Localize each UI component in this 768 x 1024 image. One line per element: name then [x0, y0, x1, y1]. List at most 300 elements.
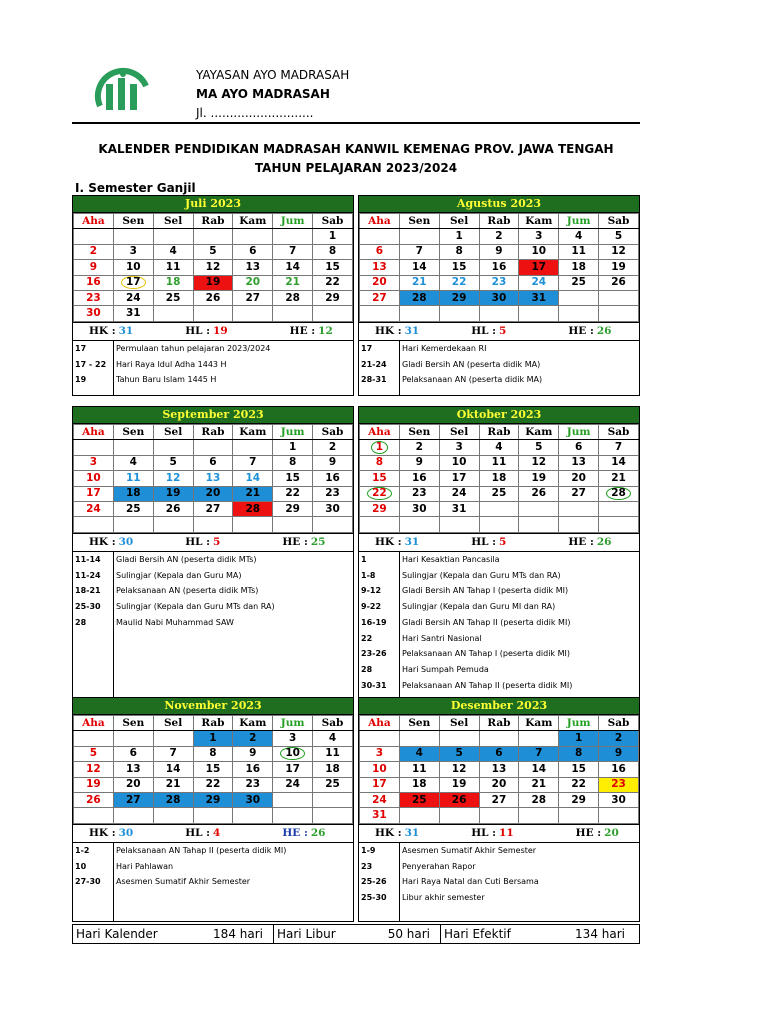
calendar-day — [559, 517, 599, 532]
day-name-header: Rab — [193, 716, 233, 731]
calendar-day — [313, 792, 353, 807]
calendar-day: 3 — [113, 244, 153, 259]
calendar-day — [360, 229, 400, 244]
calendar-day — [599, 306, 639, 321]
event-row — [73, 356, 353, 372]
calendar-day — [599, 501, 639, 516]
summary-label: HK : — [375, 325, 402, 338]
calendar-day: 15 — [273, 471, 313, 486]
calendar-day: 12 — [519, 455, 559, 470]
event-text: Asesmen Sumatif Akhir Semester — [116, 877, 251, 887]
calendar-day: 21 — [599, 471, 639, 486]
summary-hl — [185, 325, 227, 337]
event-row — [359, 567, 639, 583]
event-text: Asesmen Sumatif Akhir Semester — [402, 846, 537, 856]
calendar-day: 1 — [559, 731, 599, 746]
summary-hk — [375, 827, 419, 839]
summary-value: 20 — [604, 827, 619, 840]
calendar-day: 28 — [273, 290, 313, 305]
calendar-day: 29 — [313, 290, 353, 305]
summary-label: HE : — [568, 325, 594, 338]
events-divider — [399, 341, 400, 395]
summary-value: 30 — [118, 827, 134, 840]
calendar-day: 16 — [599, 762, 639, 777]
day-name-header: Aha — [360, 214, 400, 229]
calendar-day: 16 — [233, 762, 273, 777]
event-date: 28 — [75, 617, 87, 627]
event-date: 17 - 22 — [75, 359, 107, 369]
calendar-day: 13 — [233, 260, 273, 275]
event-text: Sulingjar (Kepala dan Guru MTs dan RA) — [116, 602, 275, 612]
summary-label: HL : — [185, 325, 211, 338]
calendar-day — [113, 440, 153, 455]
total-calendar-label: Hari Kalender — [76, 927, 158, 941]
calendar-day: 27 — [479, 792, 519, 807]
calendar-day: 19 — [519, 471, 559, 486]
summary-he — [576, 827, 619, 839]
summary-value: 12 — [318, 325, 333, 338]
calendar-day — [599, 517, 639, 532]
calendar-day — [113, 275, 153, 290]
calendar-day: 16 — [74, 275, 114, 290]
calendar-day — [519, 808, 559, 823]
calendar-day: 4 — [399, 746, 439, 761]
summary-hl — [471, 536, 506, 548]
day-name-header: Rab — [479, 425, 519, 440]
calendar-day: 10 — [439, 455, 479, 470]
events-divider — [399, 552, 400, 699]
calendar-day: 6 — [113, 746, 153, 761]
calendar-day: 7 — [273, 244, 313, 259]
event-date: 1 — [361, 555, 367, 565]
calendar-day: 13 — [559, 455, 599, 470]
event-text: Permulaan tahun pelajaran 2023/2024 — [116, 344, 271, 354]
calendar-day: 10 — [519, 244, 559, 259]
event-date: 22 — [361, 633, 373, 643]
calendar-day: 18 — [113, 486, 153, 501]
calendar-day: 17 — [273, 762, 313, 777]
summary-value: 26 — [596, 536, 612, 549]
total-holiday-label: Hari Libur — [277, 927, 336, 941]
highlighted-date: 10 — [280, 747, 305, 760]
calendar-day — [479, 501, 519, 516]
summary-label: HK : — [89, 325, 116, 338]
calendar-day — [74, 808, 114, 823]
summary-label: HK : — [89, 536, 116, 549]
calendar-day — [360, 486, 400, 501]
event-text: Hari Pahlawan — [116, 861, 174, 871]
calendar-day: 29 — [360, 501, 400, 516]
calendar-day: 14 — [153, 762, 193, 777]
event-date: 17 — [75, 344, 87, 354]
month-summary — [359, 533, 639, 552]
event-text: Hari Raya Natal dan Cuti Bersama — [402, 877, 539, 887]
calendar-day — [113, 517, 153, 532]
day-name-header: Sen — [113, 716, 153, 731]
calendar-day — [153, 306, 193, 321]
event-date: 9-22 — [361, 602, 382, 612]
event-row — [359, 630, 639, 646]
calendar-day: 23 — [399, 486, 439, 501]
day-name-header: Sen — [399, 716, 439, 731]
event-text: Tahun Baru Islam 1445 H — [116, 375, 217, 385]
calendar-day: 17 — [360, 777, 400, 792]
calendar-day: 19 — [193, 275, 233, 290]
month-events — [73, 552, 353, 699]
calendar-day — [599, 290, 639, 305]
event-row — [359, 552, 639, 568]
calendar-day: 20 — [360, 275, 400, 290]
event-row — [359, 372, 639, 388]
calendar-day — [233, 306, 273, 321]
calendar-day: 9 — [74, 260, 114, 275]
calendar-day: 21 — [153, 777, 193, 792]
calendar-day — [313, 808, 353, 823]
calendar-day: 18 — [559, 260, 599, 275]
calendar-day: 21 — [273, 275, 313, 290]
calendar-day: 19 — [153, 486, 193, 501]
event-date: 25-26 — [361, 877, 387, 887]
event-date: 9-12 — [361, 586, 382, 596]
month-summary — [73, 824, 353, 843]
calendar-day: 6 — [360, 244, 400, 259]
calendar-day: 16 — [313, 471, 353, 486]
event-date: 28-31 — [361, 375, 387, 385]
calendar-day: 24 — [74, 501, 114, 516]
calendar-day: 6 — [479, 746, 519, 761]
day-name-header: Jum — [559, 716, 599, 731]
calendar-day: 20 — [233, 275, 273, 290]
event-text: Pelaksanaan AN (peserta didik MA) — [402, 375, 543, 385]
calendar-day: 19 — [599, 260, 639, 275]
calendar-day — [313, 306, 353, 321]
calendar-day: 29 — [559, 792, 599, 807]
event-text: Hari Kesaktian Pancasila — [402, 555, 500, 565]
day-name-header: Kam — [233, 214, 273, 229]
calendar-day: 17 — [74, 486, 114, 501]
calendar-day: 12 — [74, 762, 114, 777]
calendar-day: 31 — [360, 808, 400, 823]
calendar-day — [233, 229, 273, 244]
calendar-day — [153, 229, 193, 244]
event-date: 17 — [361, 344, 373, 354]
calendar-day: 13 — [360, 260, 400, 275]
calendar-day — [74, 229, 114, 244]
event-date: 11-24 — [75, 570, 101, 580]
calendar-day: 20 — [193, 486, 233, 501]
calendar-day: 3 — [360, 746, 400, 761]
event-text: Hari Raya Idul Adha 1443 H — [116, 359, 227, 369]
calendar-day — [273, 517, 313, 532]
calendar-day: 7 — [153, 746, 193, 761]
summary-hk — [375, 325, 419, 337]
calendar-day: 20 — [479, 777, 519, 792]
event-row — [73, 341, 353, 357]
day-name-header: Sen — [399, 214, 439, 229]
summary-label: HE : — [282, 536, 308, 549]
events-divider — [113, 843, 114, 921]
month-calendar — [359, 715, 639, 824]
highlighted-date: 22 — [367, 487, 392, 500]
calendar-day: 12 — [193, 260, 233, 275]
summary-label: HK : — [375, 827, 402, 840]
calendar-day: 13 — [479, 762, 519, 777]
calendar-day: 23 — [479, 275, 519, 290]
calendar-day: 31 — [519, 290, 559, 305]
calendar-day — [360, 731, 400, 746]
calendar-day — [439, 731, 479, 746]
calendar-day: 13 — [113, 762, 153, 777]
month-events — [359, 843, 639, 921]
calendar-day — [360, 306, 400, 321]
summary-value: 5 — [213, 536, 221, 549]
calendar-day: 23 — [313, 486, 353, 501]
calendar-day: 7 — [399, 244, 439, 259]
calendar-day — [360, 440, 400, 455]
summary-label: HL : — [185, 536, 211, 549]
month-title: September 2023 — [73, 407, 353, 424]
summary-label: HL : — [185, 827, 211, 840]
day-name-header: Jum — [273, 716, 313, 731]
event-row — [73, 874, 353, 890]
page-title: KALENDER PENDIDIKAN MADRASAH KANWIL KEMENAG PROV. JAWA TENGAH — [98, 142, 614, 156]
event-text: Libur akhir semester — [402, 893, 485, 903]
calendar-day — [193, 440, 233, 455]
month-events — [73, 843, 353, 921]
calendar-day: 30 — [233, 792, 273, 807]
summary-hl — [471, 827, 513, 839]
event-text: Pelaksanaan AN Tahap II (peserta didik MI) — [116, 846, 287, 856]
calendar-day: 5 — [519, 440, 559, 455]
calendar-day — [233, 440, 273, 455]
calendar-day — [439, 306, 479, 321]
calendar-day: 22 — [439, 275, 479, 290]
summary-hl — [185, 536, 220, 548]
totals-bar — [72, 924, 640, 944]
total-calendar-value: 184 hari — [213, 927, 263, 941]
calendar-day: 9 — [399, 455, 439, 470]
day-name-header: Sel — [153, 425, 193, 440]
madrasah-logo-icon — [92, 66, 154, 118]
calendar-day: 16 — [399, 471, 439, 486]
calendar-day — [113, 731, 153, 746]
summary-value: 25 — [310, 536, 326, 549]
month-calendar — [73, 213, 353, 322]
month-title: Agustus 2023 — [359, 196, 639, 213]
calendar-day: 24 — [360, 792, 400, 807]
calendar-day — [519, 306, 559, 321]
calendar-day — [74, 731, 114, 746]
calendar-day: 22 — [313, 275, 353, 290]
calendar-day — [193, 306, 233, 321]
summary-hk — [89, 827, 133, 839]
event-row — [73, 552, 353, 568]
day-name-header: Aha — [360, 425, 400, 440]
day-name-header: Sab — [313, 425, 353, 440]
calendar-day: 11 — [153, 260, 193, 275]
month-panel — [72, 195, 354, 396]
calendar-day: 18 — [479, 471, 519, 486]
calendar-day: 4 — [313, 731, 353, 746]
day-name-header: Aha — [74, 214, 114, 229]
total-effective-label: Hari Efektif — [444, 927, 511, 941]
calendar-day: 6 — [193, 455, 233, 470]
month-title: November 2023 — [73, 698, 353, 715]
calendar-day: 25 — [559, 275, 599, 290]
event-text: Sulingjar (Kepala dan Guru MTs dan RA) — [402, 570, 561, 580]
calendar-day: 11 — [313, 746, 353, 761]
summary-value: 19 — [213, 325, 228, 338]
calendar-day: 24 — [439, 486, 479, 501]
day-name-header: Kam — [233, 425, 273, 440]
event-date: 23-26 — [361, 649, 387, 659]
event-date: 1-9 — [361, 846, 376, 856]
calendar-day — [360, 517, 400, 532]
day-name-header: Kam — [519, 425, 559, 440]
calendar-day — [399, 808, 439, 823]
header-divider — [72, 122, 640, 124]
calendar-day: 7 — [233, 455, 273, 470]
calendar-day: 6 — [559, 440, 599, 455]
calendar-day: 5 — [439, 746, 479, 761]
calendar-day — [273, 306, 313, 321]
calendar-day — [439, 517, 479, 532]
event-row — [359, 341, 639, 357]
calendar-day: 3 — [519, 229, 559, 244]
summary-value: 31 — [404, 325, 420, 338]
day-name-header: Sel — [153, 214, 193, 229]
event-row — [73, 614, 353, 630]
calendar-day: 18 — [153, 275, 193, 290]
calendar-day — [559, 290, 599, 305]
day-name-header: Sel — [439, 716, 479, 731]
calendar-day: 12 — [439, 762, 479, 777]
calendar-day: 15 — [360, 471, 400, 486]
day-name-header: Jum — [273, 214, 313, 229]
calendar-day: 2 — [233, 731, 273, 746]
summary-value: 11 — [499, 827, 514, 840]
calendar-day — [74, 440, 114, 455]
calendar-day: 4 — [559, 229, 599, 244]
calendar-day — [74, 517, 114, 532]
calendar-day: 11 — [113, 471, 153, 486]
month-panel — [72, 697, 354, 922]
event-text: Pelaksanaan AN Tahap II (peserta didik MI) — [402, 680, 573, 690]
calendar-day: 9 — [313, 455, 353, 470]
event-text: Sulingjar (Kepala dan Guru MI dan RA) — [402, 602, 556, 612]
summary-label: HK : — [375, 536, 402, 549]
event-date: 28 — [361, 664, 373, 674]
calendar-day: 25 — [313, 777, 353, 792]
event-row — [73, 599, 353, 615]
event-date: 18-21 — [75, 586, 101, 596]
calendar-day: 15 — [313, 260, 353, 275]
calendar-day: 29 — [193, 792, 233, 807]
month-summary — [359, 824, 639, 843]
month-calendar — [359, 424, 639, 533]
calendar-day: 17 — [439, 471, 479, 486]
month-calendar — [73, 715, 353, 824]
day-name-header: Kam — [233, 716, 273, 731]
calendar-day: 15 — [193, 762, 233, 777]
calendar-day: 25 — [479, 486, 519, 501]
event-row — [359, 874, 639, 890]
calendar-day — [113, 229, 153, 244]
calendar-day: 4 — [113, 455, 153, 470]
event-text: Gladi Bersih AN (peserta didik MA) — [402, 359, 541, 369]
summary-value: 31 — [404, 827, 420, 840]
calendar-day: 26 — [439, 792, 479, 807]
day-name-header: Sen — [113, 425, 153, 440]
event-row — [359, 843, 639, 859]
calendar-day: 29 — [439, 290, 479, 305]
calendar-day: 1 — [193, 731, 233, 746]
event-row — [359, 583, 639, 599]
day-name-header: Sab — [313, 716, 353, 731]
calendar-day: 21 — [233, 486, 273, 501]
event-row — [359, 646, 639, 662]
day-name-header: Aha — [74, 716, 114, 731]
calendar-day — [599, 808, 639, 823]
calendar-day — [439, 808, 479, 823]
summary-value: 4 — [213, 827, 221, 840]
calendar-day: 19 — [74, 777, 114, 792]
calendar-day: 4 — [479, 440, 519, 455]
event-text: Hari Sumpah Pemuda — [402, 664, 489, 674]
calendar-day: 14 — [519, 762, 559, 777]
summary-label: HE : — [282, 827, 308, 840]
calendar-day: 26 — [193, 290, 233, 305]
day-name-header: Sen — [399, 425, 439, 440]
summary-label: HE : — [289, 325, 316, 338]
day-name-header: Jum — [559, 214, 599, 229]
calendar-day: 28 — [153, 792, 193, 807]
calendar-day: 16 — [479, 260, 519, 275]
calendar-day: 8 — [360, 455, 400, 470]
calendar-day: 15 — [559, 762, 599, 777]
event-date: 1-2 — [75, 846, 90, 856]
day-name-header: Sab — [599, 214, 639, 229]
calendar-day: 9 — [599, 746, 639, 761]
calendar-day: 14 — [273, 260, 313, 275]
calendar-day: 8 — [439, 244, 479, 259]
calendar-day — [153, 440, 193, 455]
calendar-day: 3 — [439, 440, 479, 455]
calendar-day: 25 — [113, 501, 153, 516]
event-row — [359, 662, 639, 678]
page-subtitle: TAHUN PELAJARAN 2023/2024 — [254, 161, 458, 175]
day-name-header: Aha — [74, 425, 114, 440]
day-name-header: Sab — [599, 716, 639, 731]
calendar-day — [153, 731, 193, 746]
event-row — [359, 858, 639, 874]
event-text: Pelaksanaan AN (peserta didik MTs) — [116, 586, 259, 596]
calendar-day — [153, 808, 193, 823]
calendar-day — [479, 306, 519, 321]
summary-he — [290, 325, 333, 337]
calendar-day: 24 — [113, 290, 153, 305]
month-panel — [358, 697, 640, 922]
calendar-day: 27 — [559, 486, 599, 501]
event-text: Maulid Nabi Muhammad SAW — [116, 617, 234, 627]
calendar-day: 3 — [74, 455, 114, 470]
calendar-day: 2 — [599, 731, 639, 746]
calendar-day: 30 — [313, 501, 353, 516]
highlighted-date: 1 — [371, 441, 388, 454]
calendar-day: 8 — [273, 455, 313, 470]
events-divider — [113, 552, 114, 699]
event-date: 25-30 — [75, 602, 101, 612]
